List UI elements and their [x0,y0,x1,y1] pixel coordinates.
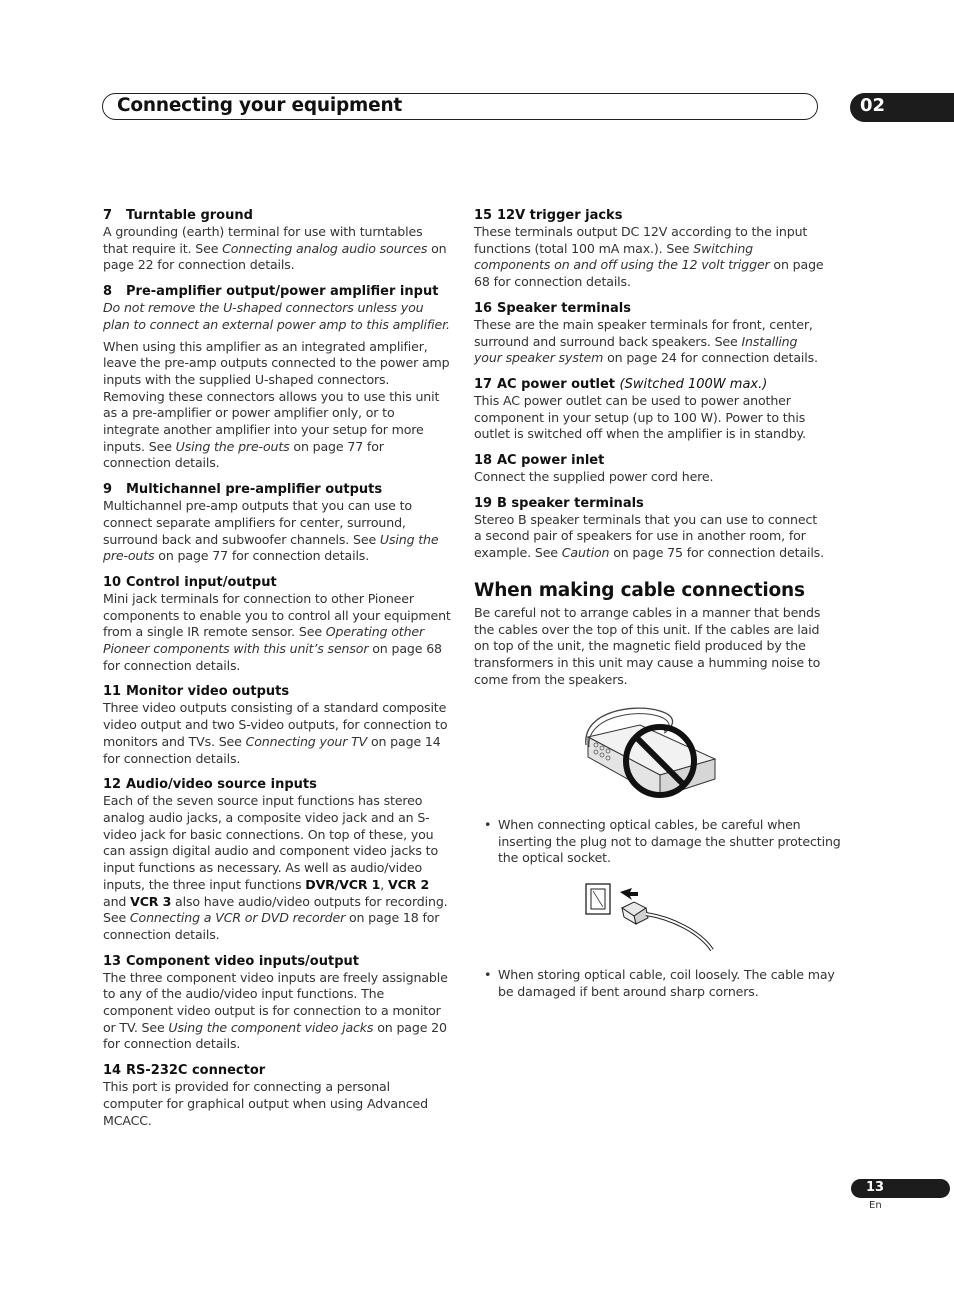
item-heading: 10 Control input/output [103,574,277,590]
bullet-mark: • [484,817,492,832]
language-code: En [869,1200,882,1211]
item-17 [474,376,824,443]
item-body: The three component video inputs are freely assignable to any of the audio/video input functions. The component video output is for connection to a monitor or TV. See Using the component video jacks on page 20 for connection details. [103,969,448,1052]
bullet-text: When storing optical cable, coil loosely. The cable may be damaged if bent around sharp corners. [498,967,835,999]
bullet-text: When connecting optical cables, be careful when inserting the plug not to damage the shutter protecting the optical socket. [498,817,841,866]
item-heading: 17 AC power outlet (Switched 100W max.) [474,376,768,392]
item-heading: 15 12V trigger jacks [474,208,623,223]
item-7 [103,207,451,274]
item-8 [103,283,451,472]
optical-storage-bullet [474,967,843,1000]
item-19 [474,495,824,562]
item-10 [103,574,451,675]
page-number: 13 [866,1180,885,1195]
item-15 [474,207,824,291]
item-16 [474,300,824,367]
cable-over-unit-prohibited-illustration [580,707,720,807]
item-heading: 12 Audio/video source inputs [103,777,317,793]
section-body: Be careful not to arrange cables in a manner that bends the cables over the top of this unit. If the cables are laid on top of the unit, the magnetic field produced by the transformers in this unit may cause a humming noise to come from the speakers. [474,604,821,687]
item-heading: 16 Speaker terminals [474,300,631,316]
item-heading: 7 Turntable ground [103,208,253,223]
item-11 [103,683,451,767]
item-note: Do not remove the U-shaped connectors unless you plan to connect an external power amp to this amplifier. [103,300,450,332]
item-heading: 19 B speaker terminals [474,495,644,511]
item-heading: 11 Monitor video outputs [103,684,290,700]
item-body: Connect the supplied power cord here. [474,469,714,485]
item-body: Three video outputs consisting of a standard composite video output and two S-video outputs, for connection to monitors and TVs. See Connecting your TV on page 14 for connection details. [103,700,448,766]
optical-plug-bullet [474,817,843,867]
item-heading: 9 Multichannel pre-amplifier outputs [103,482,383,498]
item-body: These are the main speaker terminals for front, center, surround and surround back speakers. See Installing your speaker system on page 24 for connection details. [474,316,818,366]
item-9 [103,481,451,565]
bullet-mark: • [484,967,492,982]
optical-socket-illustration [582,880,716,954]
item-heading: 8 Pre-amplifier output/power amplifier input [103,284,439,300]
item-body: Each of the seven source input functions has stereo analog audio jacks, a composite video jack and an S-video jack for basic connections. On top of these, you can assign digital audio and component video jacks to input functions as necessary. As well as audio/video inputs, the three input functions DVR/VCR 1, VCR 2 and VCR 3 also have audio/video outputs for recording. See Connecting a VCR or DVD recorder on page 18 for connection details. [103,793,448,942]
item-body: This AC power outlet can be used to power another component in your setup (up to 100 W). Power to this outlet is switched off when the amplifier is in standby. [474,392,806,442]
item-body: A grounding (earth) terminal for use with turntables that require it. See Connecting analog audio sources on page 22 for connection details. [103,224,447,273]
chapter-title: Connecting your equipment [117,95,403,116]
item-body: This port is provided for connecting a personal computer for graphical output when using Advanced MCACC. [103,1079,429,1128]
item-heading: 14 RS-232C connector [103,1063,266,1079]
item-body: These terminals output DC 12V according to the input functions (total 100 mA max.). See Switching components on and off using the 12 volt trigger on page 68 for connection details. [474,224,824,290]
item-13 [103,953,451,1054]
item-heading: 13 Component video inputs/output [103,953,359,969]
left-column [103,207,451,1138]
item-body: Multichannel pre-amp outputs that you can use to connect separate amplifiers for center, surround, surround back and subwoofer channels. See Using the pre-outs on page 77 for connection details. [103,498,439,564]
item-body: Mini jack terminals for connection to other Pioneer components to enable you to control all your equipment from a single IR remote sensor. See Operating other Pioneer components with this unit’s sensor on page 68 for connection details. [103,590,451,673]
right-column [474,207,824,688]
item-14 [103,1062,451,1129]
item-body: When using this amplifier as an integrated amplifier, leave the pre-amp outputs connected to the power amp inputs with the supplied U-shaped connectors. Removing these connectors allows you to use this unit as a pre-amplifier or power amplifier only, or to integrate another amplifier into your setup for more inputs. See Using the pre-outs on page 77 for connection details. [103,338,450,471]
item-18 [474,452,824,486]
item-12 [103,776,451,943]
item-body: Stereo B speaker terminals that you can use to connect a second pair of speakers for use in another room, for example. See Caution on page 75 for connection details. [474,511,824,561]
chapter-number: 02 [860,95,886,116]
item-heading: 18 AC power inlet [474,453,605,469]
section-title: When making cable connections [474,579,805,601]
